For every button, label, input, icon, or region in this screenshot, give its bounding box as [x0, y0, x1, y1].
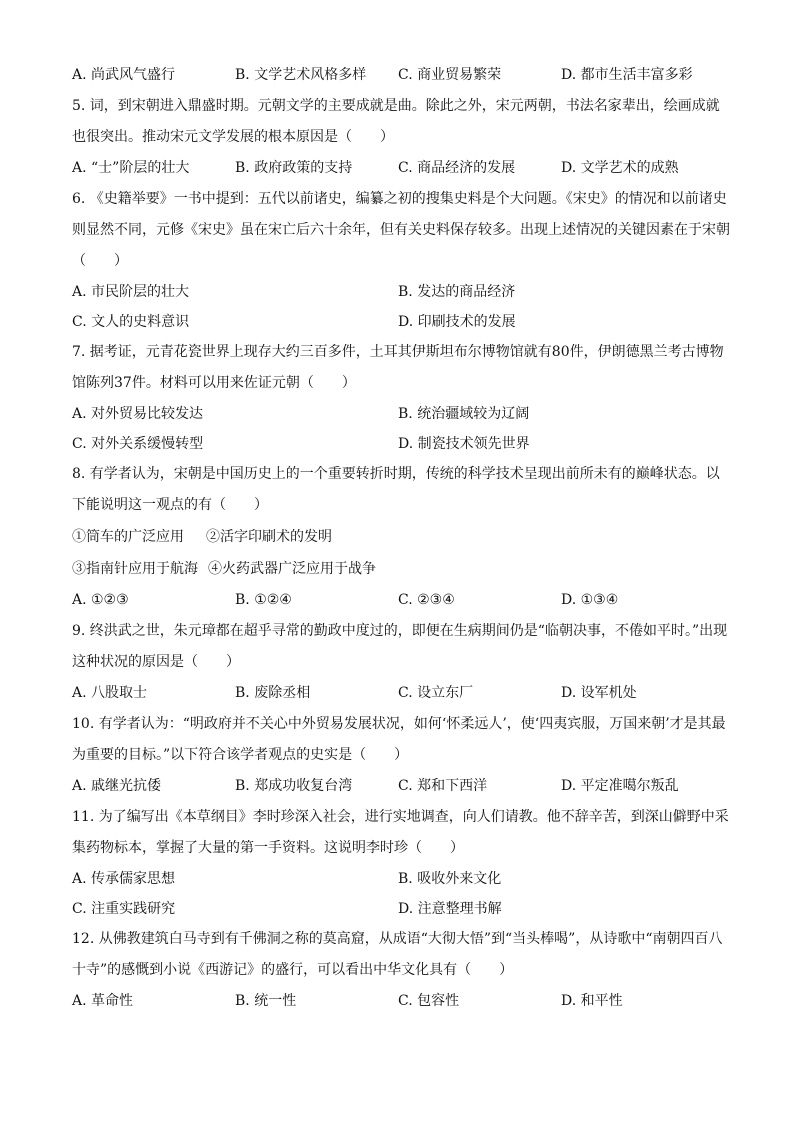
q11-option-d[interactable]: D. 注意整理书解 [398, 901, 502, 917]
q6-options-row2 [72, 307, 732, 337]
q11-options-row1 [72, 864, 732, 894]
q5-option-d[interactable]: D. 文学艺术的成熟 [561, 160, 679, 176]
q8-item-2: ②活字印刷术的发明 [206, 529, 332, 545]
exam-page [72, 60, 732, 1017]
q11-option-a[interactable]: A. 传承儒家思想 [72, 871, 176, 887]
q12-option-c[interactable]: C. 包容性 [398, 993, 460, 1009]
q12-options [72, 986, 732, 1017]
q8-option-d[interactable]: D. ①③④ [561, 592, 619, 608]
q9-option-d[interactable]: D. 设军机处 [561, 685, 637, 701]
q7-options-row1 [72, 399, 732, 429]
q7-option-c[interactable]: C. 对外关系缓慢转型 [72, 436, 204, 452]
q10-options [72, 771, 732, 802]
q7-option-a[interactable]: A. 对外贸易比较发达 [72, 406, 204, 422]
q5-option-b[interactable]: B. 政府政策的支持 [235, 160, 353, 176]
q6-stem: 6. 《史籍举要》一书中提到：五代以前诸史，编纂之初的搜集史料是个大问题。《宋史》的情况和以前诸史则显然不同，元修《宋史》虽在宋亡后六十余年，但有关史料保存较多。出现上述情况的关键因素在于宋朝（ ） [72, 191, 730, 269]
q6-option-c[interactable]: C. 文人的史料意识 [72, 314, 190, 330]
q12-stem: 12. 从佛教建筑白马寺到有千佛洞之称的莫高窟，从成语“大彻大悟”到“当头棒喝”，从诗歌中“南朝四百八十寺”的感慨到小说《西游记》的盛行，可以看出中华文化具有（ ） [72, 931, 723, 978]
q9-option-a[interactable]: A. 八股取士 [72, 685, 148, 701]
q12-option-d[interactable]: D. 和平性 [561, 993, 623, 1009]
q7-option-d[interactable]: D. 制瓷技术领先世界 [398, 436, 530, 452]
q10-option-a[interactable]: A. 戚继光抗倭 [72, 778, 162, 794]
q8-option-c[interactable]: C. ②③④ [398, 592, 455, 608]
q8-option-a[interactable]: A. ①②③ [72, 592, 129, 608]
q8-option-b[interactable]: B. ①②④ [235, 592, 292, 608]
q4-option-b[interactable]: B. 文学艺术风格多样 [235, 67, 367, 83]
q4-option-c[interactable]: C. 商业贸易繁荣 [398, 67, 502, 83]
q8-items-row2 [72, 553, 732, 585]
q10-stem: 10. 有学者认为：“明政府并不关心中外贸易发展状况，如何‘怀柔远人’，使‘四夷宾服，万国来朝’才是其最为重要的目标。”以下符合该学者观点的史实是（ ） [72, 716, 726, 763]
q7-options-row2 [72, 429, 732, 459]
q11-stem: 11. 为了编写出《本草纲目》李时珍深入社会，进行实地调查，向人们请教。他不辞辛苦，到深山僻野中采集药物标本，掌握了大量的第一手资料。这说明李时珍（ ） [72, 809, 729, 856]
q5-options [72, 153, 732, 184]
q8-stem: 8. 有学者认为，宋朝是中国历史上的一个重要转折时期，传统的科学技术呈现出前所未有的巅峰状态。以下能说明这一观点的有（ ） [72, 466, 720, 513]
q8-item-1: ①筒车的广泛应用 [72, 529, 184, 545]
q9-options [72, 678, 732, 709]
q6-options-row1 [72, 277, 732, 307]
q4-options [72, 60, 732, 91]
q9-option-c[interactable]: C. 设立东厂 [398, 685, 474, 701]
q8-options [72, 585, 732, 616]
q12-option-a[interactable]: A. 革命性 [72, 993, 134, 1009]
q9-stem: 9. 终洪武之世，朱元璋都在超乎寻常的勤政中度过的，即便在生病期间仍是“临朝决事，不倦如平时。”出现这种状况的原因是（ ） [72, 623, 728, 670]
q6-option-d[interactable]: D. 印刷技术的发展 [398, 314, 516, 330]
q10-option-d[interactable]: D. 平定准噶尔叛乱 [561, 778, 679, 794]
q5-option-c[interactable]: C. 商品经济的发展 [398, 160, 516, 176]
q11-option-b[interactable]: B. 吸收外来文化 [398, 871, 502, 887]
q5-stem: 5. 词，到宋朝进入鼎盛时期。元朝文学的主要成就是曲。除此之外，宋元两朝，书法名家辈出，绘画成就也很突出。推动宋元文学发展的根本原因是（ ） [72, 98, 720, 145]
q4-option-a[interactable]: A. 尚武风气盛行 [72, 67, 176, 83]
q8-item-4: ④火药武器广泛应用于战争 [208, 561, 376, 577]
q5-option-a[interactable]: A. “士”阶层的壮大 [72, 160, 190, 176]
q6-option-a[interactable]: A. 市民阶层的壮大 [72, 284, 190, 300]
q9-option-b[interactable]: B. 废除丞相 [235, 685, 311, 701]
q11-option-c[interactable]: C. 注重实践研究 [72, 901, 176, 917]
q7-stem: 7. 据考证，元青花瓷世界上现存大约三百多件，土耳其伊斯坦布尔博物馆就有80件，伊朗德黑兰考古博物馆陈列37件。材料可以用来佐证元朝（ ） [72, 344, 724, 391]
q7-option-b[interactable]: B. 统治疆域较为辽阔 [398, 406, 530, 422]
q8-item-3: ③指南针应用于航海 [72, 561, 198, 577]
q8-items-row1 [72, 521, 732, 553]
q12-option-b[interactable]: B. 统一性 [235, 993, 297, 1009]
q4-option-d[interactable]: D. 都市生活丰富多彩 [561, 67, 693, 83]
q10-option-c[interactable]: C. 郑和下西洋 [398, 778, 488, 794]
q10-option-b[interactable]: B. 郑成功收复台湾 [235, 778, 353, 794]
q6-option-b[interactable]: B. 发达的商品经济 [398, 284, 516, 300]
q11-options-row2 [72, 894, 732, 924]
